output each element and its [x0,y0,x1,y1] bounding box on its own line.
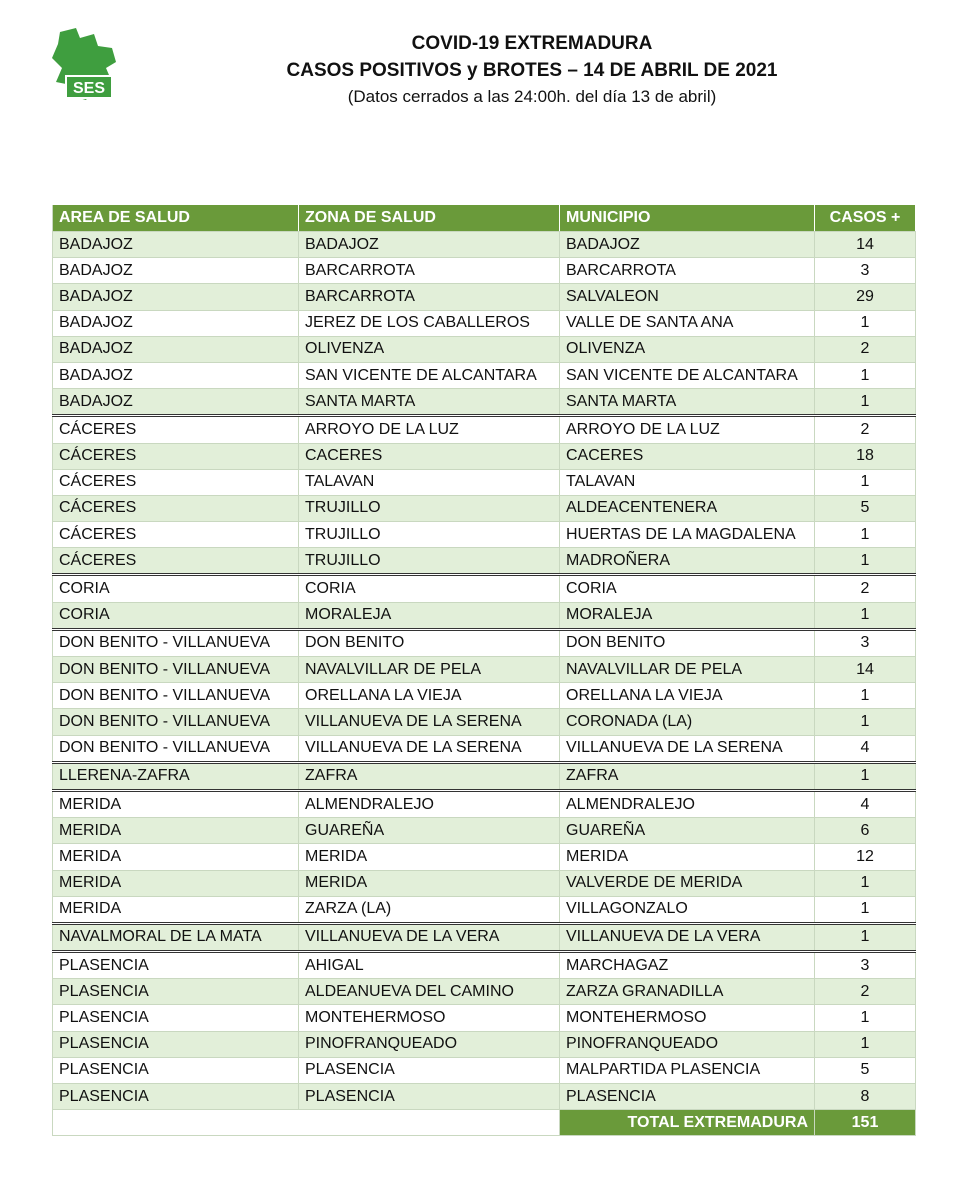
cell-casos: 5 [815,1057,916,1083]
table-row [53,1005,916,1031]
cell-area: BADAJOZ [53,284,299,310]
cell-zona: TALAVAN [299,469,560,495]
cell-casos: 5 [815,495,916,521]
cell-municipio: SAN VICENTE DE ALCANTARA [560,362,815,388]
cell-municipio: HUERTAS DE LA MAGDALENA [560,522,815,548]
logo-text: SES [72,80,106,97]
cell-area: BADAJOZ [53,232,299,258]
table-row [53,548,916,575]
cell-area: MERIDA [53,844,299,870]
table-row [53,923,916,951]
cell-municipio: CORIA [560,575,815,602]
cell-casos: 18 [815,443,916,469]
cell-casos: 3 [815,258,916,284]
cell-municipio: PLASENCIA [560,1084,815,1110]
cell-area: BADAJOZ [53,389,299,416]
cell-casos: 12 [815,844,916,870]
cell-area: MERIDA [53,818,299,844]
cell-area: PLASENCIA [53,1031,299,1057]
cell-area: BADAJOZ [53,310,299,336]
table-row [53,790,916,817]
cell-zona: OLIVENZA [299,336,560,362]
total-row [53,1110,916,1136]
cell-area: CÁCERES [53,416,299,443]
cell-area: DON BENITO - VILLANUEVA [53,629,299,656]
cell-zona: CACERES [299,443,560,469]
cell-area: MERIDA [53,870,299,896]
cell-municipio: SALVALEON [560,284,815,310]
cell-area: BADAJOZ [53,362,299,388]
cell-casos: 1 [815,923,916,951]
cell-area: CÁCERES [53,522,299,548]
table-row [53,258,916,284]
table-row [53,602,916,629]
table-row [53,336,916,362]
cell-casos: 1 [815,310,916,336]
cell-zona: TRUJILLO [299,495,560,521]
cell-area: BADAJOZ [53,336,299,362]
cell-municipio: ALDEACENTENERA [560,495,815,521]
cell-zona: ZARZA (LA) [299,896,560,923]
cell-casos: 2 [815,416,916,443]
table-row [53,952,916,979]
cell-municipio: VILLANUEVA DE LA VERA [560,923,815,951]
table-row [53,469,916,495]
cell-municipio: MARCHAGAZ [560,952,815,979]
cell-municipio: ARROYO DE LA LUZ [560,416,815,443]
cell-municipio: NAVALVILLAR DE PELA [560,657,815,683]
cell-area: PLASENCIA [53,1005,299,1031]
cell-casos: 1 [815,362,916,388]
document-subtitle: CASOS POSITIVOS y BROTES – 14 DE ABRIL DE 2021 [286,60,778,81]
cell-zona: BARCARROTA [299,284,560,310]
cell-area: DON BENITO - VILLANUEVA [53,657,299,683]
cell-municipio: CORONADA (LA) [560,709,815,735]
table-row [53,310,916,336]
table-row [53,870,916,896]
cell-municipio: DON BENITO [560,629,815,656]
header-casos: CASOS + [815,205,916,232]
cell-casos: 1 [815,1005,916,1031]
cell-casos: 29 [815,284,916,310]
cell-area: NAVALMORAL DE LA MATA [53,923,299,951]
cell-area: LLERENA-ZAFRA [53,762,299,790]
table-row [53,762,916,790]
cell-zona: ORELLANA LA VIEJA [299,683,560,709]
cell-municipio: ZARZA GRANADILLA [560,979,815,1005]
table-row [53,735,916,762]
table-row [53,979,916,1005]
cell-casos: 1 [815,762,916,790]
cell-zona: CORIA [299,575,560,602]
cell-municipio: VALVERDE DE MERIDA [560,870,815,896]
cell-municipio: GUAREÑA [560,818,815,844]
document-title: COVID-19 EXTREMADURA [411,33,653,54]
cell-zona: ZAFRA [299,762,560,790]
cell-municipio: OLIVENZA [560,336,815,362]
cell-area: BADAJOZ [53,258,299,284]
header-municipio: MUNICIPIO [560,205,815,232]
table-row [53,896,916,923]
cell-casos: 6 [815,818,916,844]
cell-zona: AHIGAL [299,952,560,979]
cell-casos: 1 [815,548,916,575]
cell-zona: PINOFRANQUEADO [299,1031,560,1057]
cell-casos: 1 [815,469,916,495]
cell-municipio: BARCARROTA [560,258,815,284]
cell-area: PLASENCIA [53,1057,299,1083]
cell-municipio: TALAVAN [560,469,815,495]
table-row [53,1031,916,1057]
cell-casos: 1 [815,522,916,548]
cell-casos: 1 [815,1031,916,1057]
cell-casos: 14 [815,232,916,258]
cell-casos: 1 [815,870,916,896]
cell-casos: 1 [815,389,916,416]
table-header-row [53,205,916,232]
cell-zona: TRUJILLO [299,522,560,548]
cell-zona: BADAJOZ [299,232,560,258]
cell-zona: MONTEHERMOSO [299,1005,560,1031]
cell-zona: BARCARROTA [299,258,560,284]
cell-casos: 3 [815,629,916,656]
header-zona: ZONA DE SALUD [299,205,560,232]
cell-municipio: MORALEJA [560,602,815,629]
cell-casos: 1 [815,683,916,709]
cell-zona: JEREZ DE LOS CABALLEROS [299,310,560,336]
cell-zona: ALDEANUEVA DEL CAMINO [299,979,560,1005]
cell-municipio: MONTEHERMOSO [560,1005,815,1031]
cell-zona: DON BENITO [299,629,560,656]
cell-municipio: PINOFRANQUEADO [560,1031,815,1057]
cases-table [52,205,916,1136]
cell-municipio: MADROÑERA [560,548,815,575]
cell-casos: 1 [815,896,916,923]
table-row [53,818,916,844]
cell-area: PLASENCIA [53,952,299,979]
cell-area: CÁCERES [53,469,299,495]
table-row [53,232,916,258]
cell-municipio: MERIDA [560,844,815,870]
cell-municipio: VILLANUEVA DE LA SERENA [560,735,815,762]
table-row [53,844,916,870]
cell-area: CÁCERES [53,495,299,521]
table-row [53,1057,916,1083]
cell-zona: SANTA MARTA [299,389,560,416]
cell-municipio: VILLAGONZALO [560,896,815,923]
cell-zona: TRUJILLO [299,548,560,575]
cell-zona: PLASENCIA [299,1057,560,1083]
cell-area: DON BENITO - VILLANUEVA [53,709,299,735]
table-row [53,495,916,521]
cell-area: PLASENCIA [53,1084,299,1110]
cell-area: DON BENITO - VILLANUEVA [53,683,299,709]
cell-zona: MERIDA [299,870,560,896]
cell-municipio: ORELLANA LA VIEJA [560,683,815,709]
cell-municipio: VALLE DE SANTA ANA [560,310,815,336]
cell-municipio: SANTA MARTA [560,389,815,416]
cell-municipio: CACERES [560,443,815,469]
total-value: 151 [815,1110,916,1136]
cell-zona: VILLANUEVA DE LA SERENA [299,735,560,762]
cell-area: PLASENCIA [53,979,299,1005]
data-cutoff-note: (Datos cerrados a las 24:00h. del día 13 de abril) [347,87,717,106]
cell-municipio: ALMENDRALEJO [560,790,815,817]
table-row [53,284,916,310]
table-row [53,575,916,602]
cell-area: MERIDA [53,896,299,923]
cell-zona: MERIDA [299,844,560,870]
cell-casos: 4 [815,735,916,762]
cell-area: CORIA [53,575,299,602]
cell-area: MERIDA [53,790,299,817]
cell-casos: 1 [815,602,916,629]
cell-area: CÁCERES [53,548,299,575]
cell-zona: ALMENDRALEJO [299,790,560,817]
table-row [53,443,916,469]
cell-municipio: BADAJOZ [560,232,815,258]
table-row [53,629,916,656]
total-blank-cell [53,1110,560,1136]
table-row [53,657,916,683]
cell-casos: 1 [815,709,916,735]
cell-zona: VILLANUEVA DE LA VERA [299,923,560,951]
table-row [53,362,916,388]
table-row [53,389,916,416]
cell-zona: GUAREÑA [299,818,560,844]
document-header [0,30,978,109]
cell-municipio: ZAFRA [560,762,815,790]
cell-casos: 2 [815,336,916,362]
table-body [53,232,916,1136]
table-row [53,709,916,735]
cell-area: CORIA [53,602,299,629]
cell-casos: 2 [815,575,916,602]
table-row [53,416,916,443]
cell-zona: MORALEJA [299,602,560,629]
cell-casos: 3 [815,952,916,979]
total-label: TOTAL EXTREMADURA [560,1110,815,1136]
cell-zona: SAN VICENTE DE ALCANTARA [299,362,560,388]
cell-zona: VILLANUEVA DE LA SERENA [299,709,560,735]
table-row [53,1084,916,1110]
cell-casos: 14 [815,657,916,683]
cell-casos: 4 [815,790,916,817]
cell-casos: 2 [815,979,916,1005]
cell-zona: ARROYO DE LA LUZ [299,416,560,443]
table-row [53,522,916,548]
table-row [53,683,916,709]
cell-area: CÁCERES [53,443,299,469]
header-area: AREA DE SALUD [53,205,299,232]
cell-casos: 8 [815,1084,916,1110]
cell-municipio: MALPARTIDA PLASENCIA [560,1057,815,1083]
cell-zona: PLASENCIA [299,1084,560,1110]
cell-area: DON BENITO - VILLANUEVA [53,735,299,762]
cell-zona: NAVALVILLAR DE PELA [299,657,560,683]
